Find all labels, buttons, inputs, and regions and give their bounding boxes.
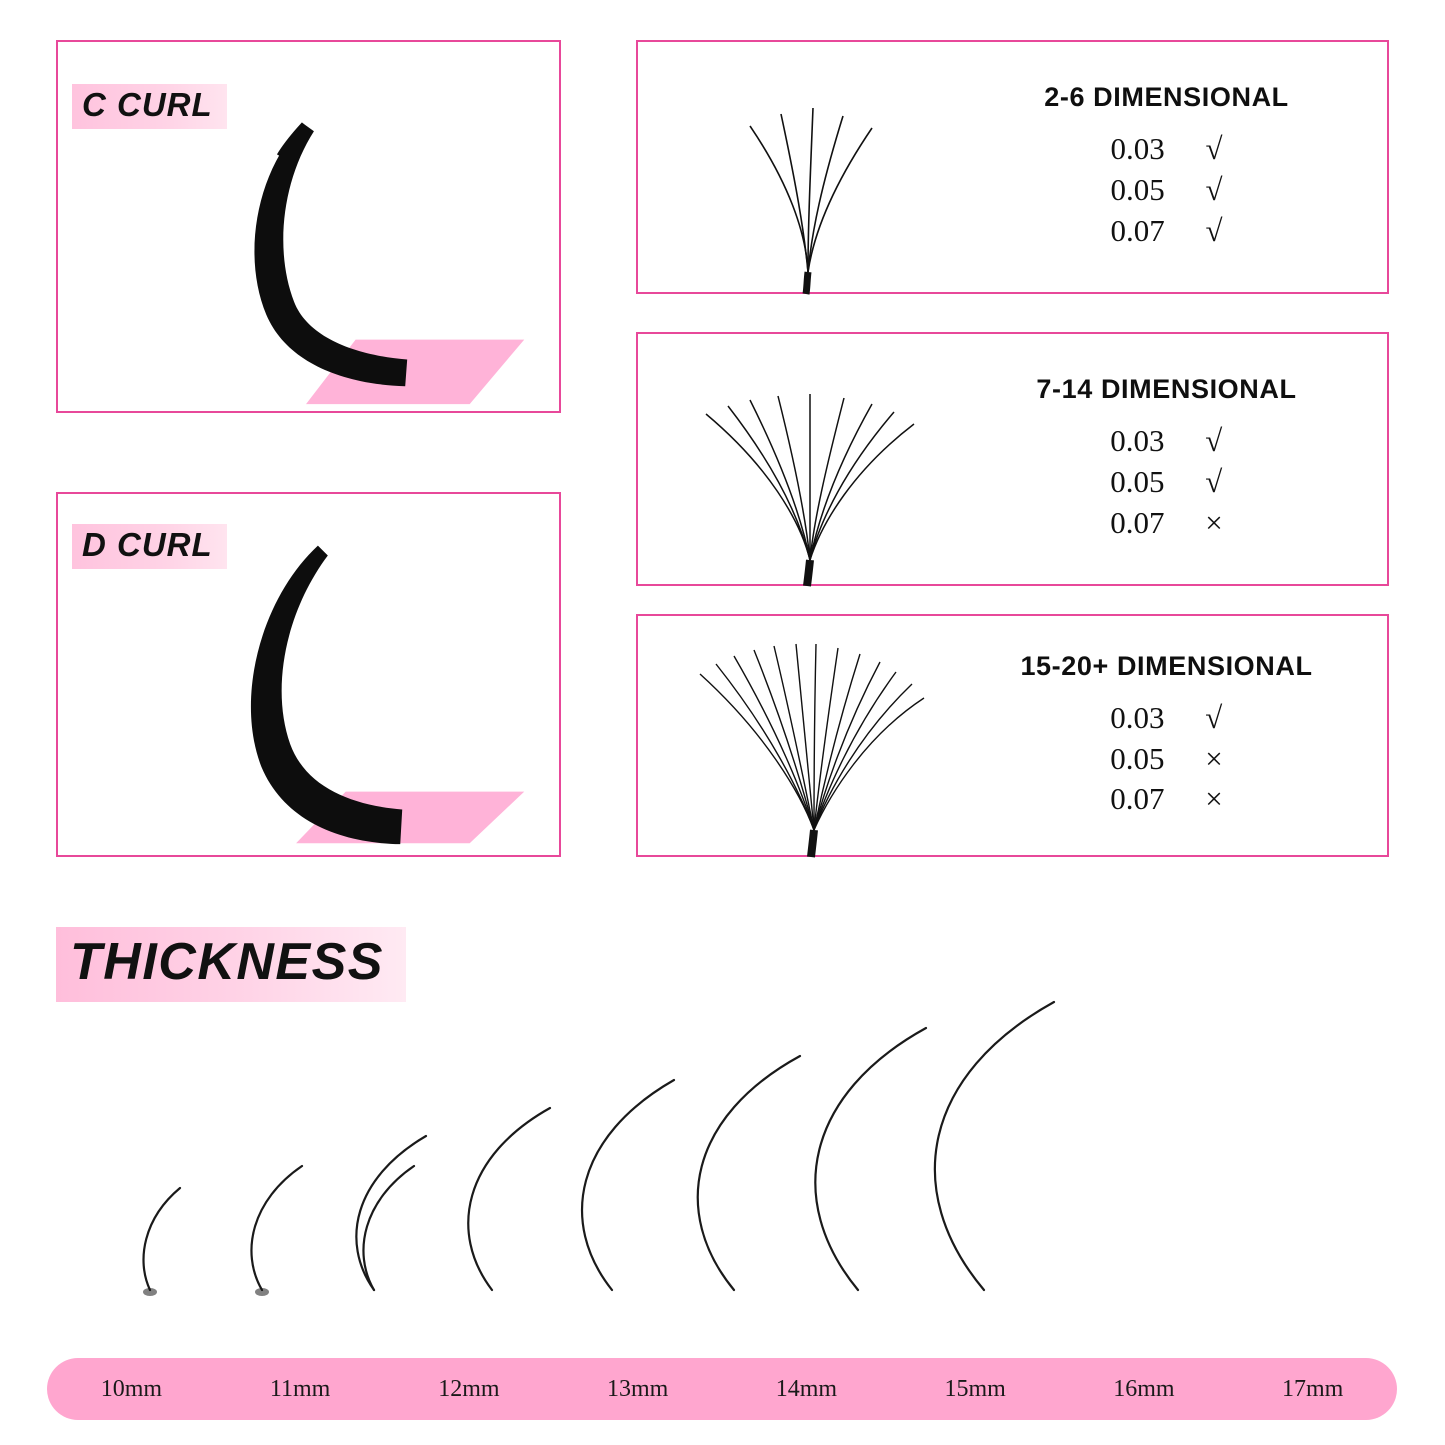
lash-10mm: [143, 1188, 180, 1290]
thickness-value: 0.03: [1110, 699, 1165, 735]
thickness-row: [1110, 211, 1222, 252]
fan-svg: [638, 616, 968, 859]
fan-svg: [638, 42, 968, 296]
dimensional-panel-7-14: [636, 332, 1389, 586]
thickness-row: [1110, 779, 1222, 820]
panel-title: 7-14 DIMENSIONAL: [1036, 374, 1297, 405]
fan-illustration-7-14: [638, 334, 968, 584]
lash-16mm: [815, 1028, 926, 1290]
dimensional-panel-2-6: [636, 40, 1389, 294]
thickness-rows: [1110, 129, 1222, 252]
availability-mark: √: [1205, 423, 1223, 459]
panel-title: 15-20+ DIMENSIONAL: [1020, 650, 1313, 681]
length-label-10mm: 10mm: [100, 1375, 163, 1402]
d-curl-panel: [56, 492, 561, 857]
thickness-value: 0.05: [1110, 464, 1165, 500]
availability-mark: √: [1205, 172, 1223, 208]
fan-illustration-15-20: [638, 616, 968, 855]
thickness-row: [1110, 421, 1222, 462]
fan-svg: [638, 334, 968, 588]
fan-illustration-2-6: [638, 42, 968, 292]
c-curl-panel: [56, 40, 561, 413]
lash-12mm: [356, 1136, 426, 1290]
thickness-value: 0.07: [1110, 781, 1165, 817]
lash-14mm: [582, 1080, 674, 1290]
thickness-row: [1110, 739, 1222, 780]
thickness-rows: [1110, 698, 1222, 821]
length-label-12mm: 12mm: [438, 1375, 500, 1402]
lash-13mm: [468, 1108, 550, 1290]
lash-15mm: [698, 1056, 800, 1290]
thickness-value: 0.05: [1110, 740, 1165, 776]
thickness-row: [1110, 503, 1222, 544]
thickness-row: [1110, 462, 1222, 503]
thickness-row: [1110, 698, 1222, 739]
availability-mark: √: [1205, 464, 1223, 500]
availability-mark: √: [1205, 212, 1223, 248]
availability-mark: ×: [1205, 504, 1223, 540]
d-curl-label: D CURL: [72, 524, 227, 569]
lash-11mm: [251, 1166, 302, 1290]
thickness-rows: [1110, 421, 1222, 544]
lash-length-illustration: [40, 960, 1410, 1340]
dimensional-info-15-20: [968, 651, 1387, 821]
availability-mark: √: [1205, 131, 1223, 167]
thickness-row: [1110, 129, 1222, 170]
c-curl-label: C CURL: [72, 84, 227, 129]
thickness-heading: THICKNESS: [56, 927, 406, 1002]
length-label-11mm: 11mm: [269, 1375, 331, 1402]
length-label-16mm: 16mm: [1113, 1375, 1175, 1402]
lash-17mm: [935, 1002, 1054, 1290]
dimensional-panel-15-20: [636, 614, 1389, 857]
thickness-value: 0.03: [1110, 131, 1165, 167]
availability-mark: √: [1205, 699, 1223, 735]
availability-mark: ×: [1205, 781, 1223, 817]
thickness-value: 0.05: [1110, 172, 1165, 208]
length-label-13mm: 13mm: [606, 1375, 669, 1402]
length-label-14mm: 14mm: [775, 1375, 838, 1402]
dimensional-info-2-6: [968, 82, 1387, 252]
length-label-17mm: 17mm: [1281, 1375, 1344, 1402]
dimensional-info-7-14: [968, 374, 1387, 544]
panel-title: 2-6 DIMENSIONAL: [1044, 82, 1289, 113]
thickness-value: 0.07: [1110, 212, 1165, 248]
length-label-15mm: 15mm: [944, 1375, 1006, 1402]
thickness-value: 0.03: [1110, 423, 1165, 459]
thickness-value: 0.07: [1110, 504, 1165, 540]
thickness-row: [1110, 170, 1222, 211]
length-scale-bar: [47, 1358, 1397, 1420]
availability-mark: ×: [1205, 740, 1223, 776]
